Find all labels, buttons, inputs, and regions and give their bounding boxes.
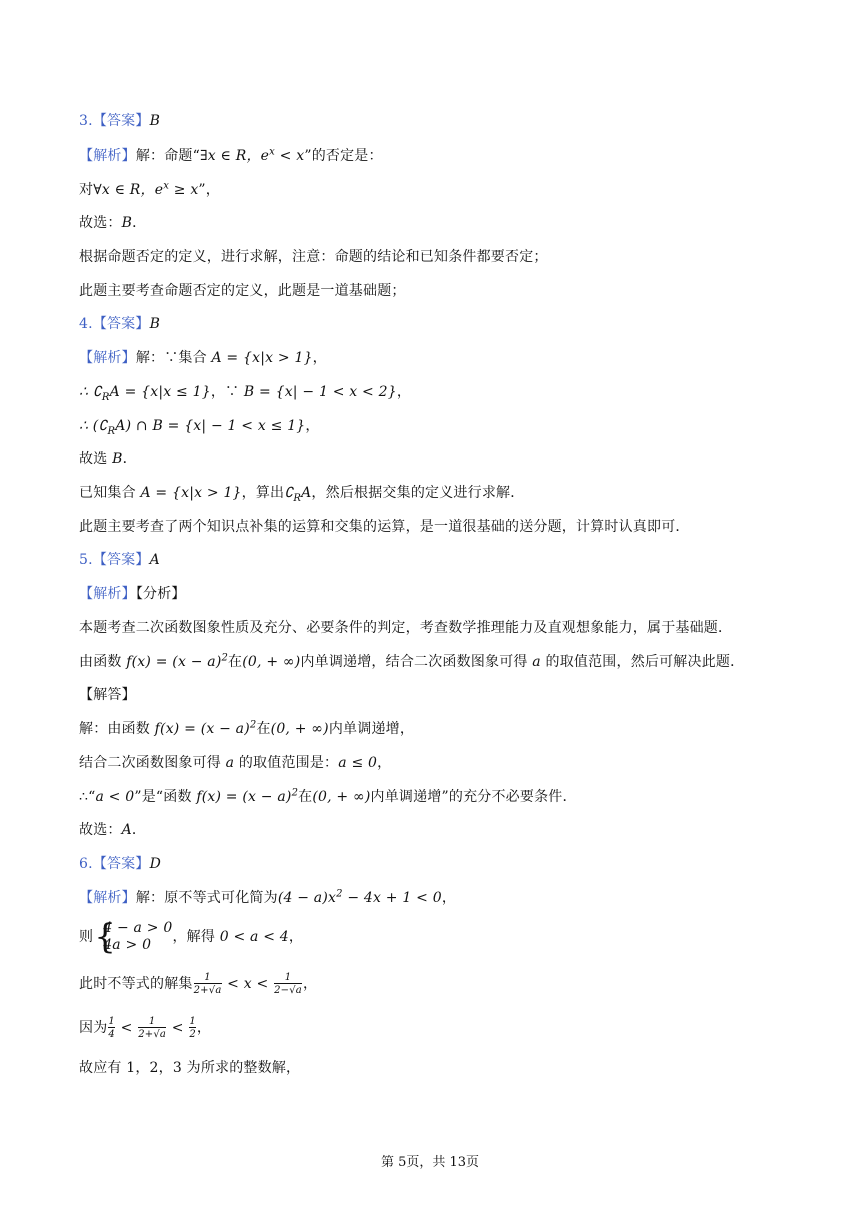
- q4-analysis-line-3: [79, 416, 320, 436]
- q3-answer-tag: 【答案】: [92, 113, 150, 129]
- math-sup: 2: [291, 787, 299, 799]
- math: a < 0: [95, 789, 135, 805]
- math: ≥ x: [169, 182, 199, 198]
- math: f(x) = (x − a): [126, 654, 222, 670]
- q6-analysis-line-5: 故应有 1，2，3 为所求的整数解，: [79, 1060, 301, 1076]
- text: 由函数: [79, 654, 127, 670]
- q3-answer-line: [79, 111, 160, 131]
- q3-analysis-line-2: [79, 180, 220, 200]
- q4-analysis-line-2: [79, 382, 411, 402]
- math: ∁: [284, 485, 294, 501]
- math: f(x) = (x − a): [154, 721, 250, 737]
- q4-analysis-tag: 【解析】: [79, 350, 136, 366]
- text: 在: [228, 654, 243, 670]
- fraction: [194, 972, 222, 996]
- q5-answer-line: [79, 550, 160, 570]
- q5-number: 5.: [79, 552, 93, 568]
- q4-analysis-line-4: [79, 449, 137, 469]
- denominator: 2+√a: [138, 1029, 167, 1040]
- text: 则: [79, 929, 94, 945]
- text: ，: [302, 976, 318, 992]
- numerator: 1: [189, 1016, 196, 1027]
- math: < x <: [222, 976, 274, 992]
- numerator: 1: [108, 1016, 115, 1027]
- math: A: [301, 485, 312, 501]
- text: 故选：: [79, 822, 122, 838]
- math: A) ∩ B = {x| − 1 < x ≤ 1}: [115, 418, 306, 434]
- numerator: 1: [204, 972, 211, 983]
- q5-answer-tag: 【答案】: [92, 552, 150, 568]
- text: 故选: [79, 451, 113, 467]
- text: 解：原不等式可化简为: [135, 890, 278, 906]
- q3-analysis-line-4: 根据命题否定的定义，进行求解，注意：命题的结论和已知条件都要否定；: [79, 249, 548, 265]
- q5-line-6: [79, 820, 146, 840]
- q5-analysis-line: [79, 584, 186, 604]
- text: ，∵: [210, 384, 244, 400]
- math: a: [225, 755, 235, 771]
- math-sup: 2: [221, 652, 229, 664]
- text: 故选：: [79, 215, 122, 231]
- q6-analysis-line-1: [79, 888, 456, 908]
- math-sup: 2: [249, 719, 257, 731]
- text: 解：∵集合: [135, 350, 212, 366]
- numerator: 1: [148, 1016, 156, 1027]
- q3-analysis-line-1: [79, 146, 383, 166]
- text: ，: [396, 384, 412, 400]
- q4-analysis-line-6: 此题主要考查了两个知识点补集的运算和交集的运算，是一道很基础的送分题，计算时认真即可．: [79, 519, 690, 535]
- text: 内单调递增，: [328, 721, 415, 737]
- text: 已知集合: [79, 485, 141, 501]
- math: − 4x + 1 < 0: [342, 890, 442, 906]
- text: ，: [288, 929, 304, 945]
- q6-analysis-line-2: [79, 917, 304, 957]
- denominator: 2−√a: [274, 985, 302, 996]
- text: ”，: [198, 182, 220, 198]
- fraction: [138, 1016, 166, 1040]
- q5-line-1: 本题考查二次函数图象性质及充分、必要条件的判定，考查数学推理能力及直观想象能力，属于基础题．: [79, 620, 733, 636]
- math-sup: x: [269, 146, 276, 158]
- q3-analysis-tag: 【解析】: [79, 148, 136, 164]
- q3-analysis-line-5: 此题主要考查命题否定的定义，此题是一道基础题；: [79, 283, 406, 299]
- text: ．: [131, 822, 147, 838]
- math: <: [167, 1020, 189, 1036]
- denominator: 2+√a: [193, 985, 222, 996]
- text: ，: [312, 350, 327, 366]
- system-row-1: 4 − a > 0: [103, 920, 173, 936]
- text: 内单调递增，结合二次函数图象可得: [300, 654, 533, 670]
- q3-analysis-line-3: [79, 213, 146, 233]
- q5-line-5: [79, 787, 577, 807]
- q4-answer-line: [79, 314, 160, 334]
- math: (0, + ∞): [270, 721, 329, 737]
- text: ”是“函数: [134, 789, 197, 805]
- text: ．: [122, 451, 137, 467]
- q5-line-4: [79, 753, 391, 773]
- math: 0 < a < 4: [219, 929, 289, 945]
- q6-answer: D: [149, 856, 162, 872]
- denominator: 4: [108, 1029, 115, 1040]
- text: ，解得: [172, 929, 220, 945]
- math-sub: R: [293, 492, 302, 504]
- math: <: [115, 1020, 138, 1036]
- q4-analysis-line-1: [79, 348, 327, 368]
- math: ∃x ∈ R，e: [199, 148, 270, 164]
- text: 内单调递增”的充分不必要条件．: [370, 789, 577, 805]
- math-sub: R: [107, 425, 116, 437]
- brace-symbol: {: [94, 917, 117, 957]
- q6-analysis-tag: 【解析】: [79, 890, 136, 906]
- q5-analysis-tag: 【解析】: [79, 586, 136, 602]
- text: 解：命题“: [135, 148, 200, 164]
- q4-analysis-line-5: [79, 483, 524, 503]
- text: 此时不等式的解集: [79, 976, 193, 992]
- math: A = {x|x > 1}: [211, 350, 313, 366]
- q4-answer-tag: 【答案】: [92, 316, 150, 332]
- math: < x: [275, 148, 305, 164]
- math-sub: R: [101, 391, 110, 403]
- q5-jieda-tag: 【解答】: [79, 687, 136, 703]
- denominator: 2: [189, 1029, 196, 1040]
- q6-analysis-line-3: [79, 970, 317, 998]
- text: ，: [196, 1020, 212, 1036]
- text: ”的否定是：: [304, 148, 383, 164]
- math: a: [532, 654, 541, 670]
- fraction: [189, 1016, 196, 1040]
- text: ，算出: [241, 485, 285, 501]
- text: ．: [132, 215, 147, 231]
- text: ，: [305, 418, 320, 434]
- text: 对: [79, 182, 94, 198]
- math: A: [121, 822, 132, 838]
- text: ，: [441, 890, 457, 906]
- text: 解：由函数: [79, 721, 155, 737]
- math: (4 − a)x: [277, 890, 337, 906]
- math: (0, + ∞): [312, 789, 371, 805]
- math: ∴ ∁: [79, 384, 102, 400]
- text: 的取值范围，然后可解决此题．: [540, 654, 745, 670]
- math: ∀x ∈ R，e: [93, 182, 164, 198]
- math-sup: 2: [336, 888, 343, 900]
- equation-system: [94, 917, 173, 957]
- q4-number: 4.: [79, 316, 93, 332]
- text: ∴“: [79, 789, 96, 805]
- q6-answer-line: [79, 854, 161, 874]
- text: 结合二次函数图象可得: [79, 755, 226, 771]
- math: ∴ (∁: [79, 418, 108, 434]
- q6-answer-tag: 【答案】: [92, 856, 150, 872]
- q3-number: 3.: [79, 113, 93, 129]
- page-footer: 第 5页，共 13页: [380, 1155, 480, 1170]
- math: A = {x|x > 1}: [140, 485, 242, 501]
- math: f(x) = (x − a): [196, 789, 292, 805]
- q5-line-3: [79, 719, 414, 739]
- q5-fenxi-tag: 【分析】: [135, 586, 186, 602]
- math: B = {x| − 1 < x < 2}: [243, 384, 397, 400]
- text: ，: [377, 755, 392, 771]
- q5-answer: A: [149, 552, 160, 568]
- q3-answer: B: [149, 113, 161, 129]
- text: 的取值范围是：: [234, 755, 339, 771]
- numerator: 1: [284, 972, 292, 983]
- q6-analysis-line-4: [79, 1014, 211, 1042]
- math: B: [121, 215, 133, 231]
- q4-answer: B: [149, 316, 161, 332]
- fraction: [108, 1016, 115, 1040]
- text: ，然后根据交集的定义进行求解．: [311, 485, 525, 501]
- text: 在: [298, 789, 313, 805]
- text: 因为: [79, 1020, 108, 1036]
- system-row-2: 4a > 0: [103, 937, 152, 953]
- fraction: [274, 972, 302, 996]
- q6-number: 6.: [79, 856, 93, 872]
- math: A = {x|x ≤ 1}: [109, 384, 211, 400]
- text: 在: [256, 721, 271, 737]
- math-sup: x: [163, 180, 170, 192]
- q5-line-2: [79, 652, 744, 672]
- math: B: [112, 451, 123, 467]
- math: a ≤ 0: [338, 755, 378, 771]
- math: (0, + ∞): [242, 654, 301, 670]
